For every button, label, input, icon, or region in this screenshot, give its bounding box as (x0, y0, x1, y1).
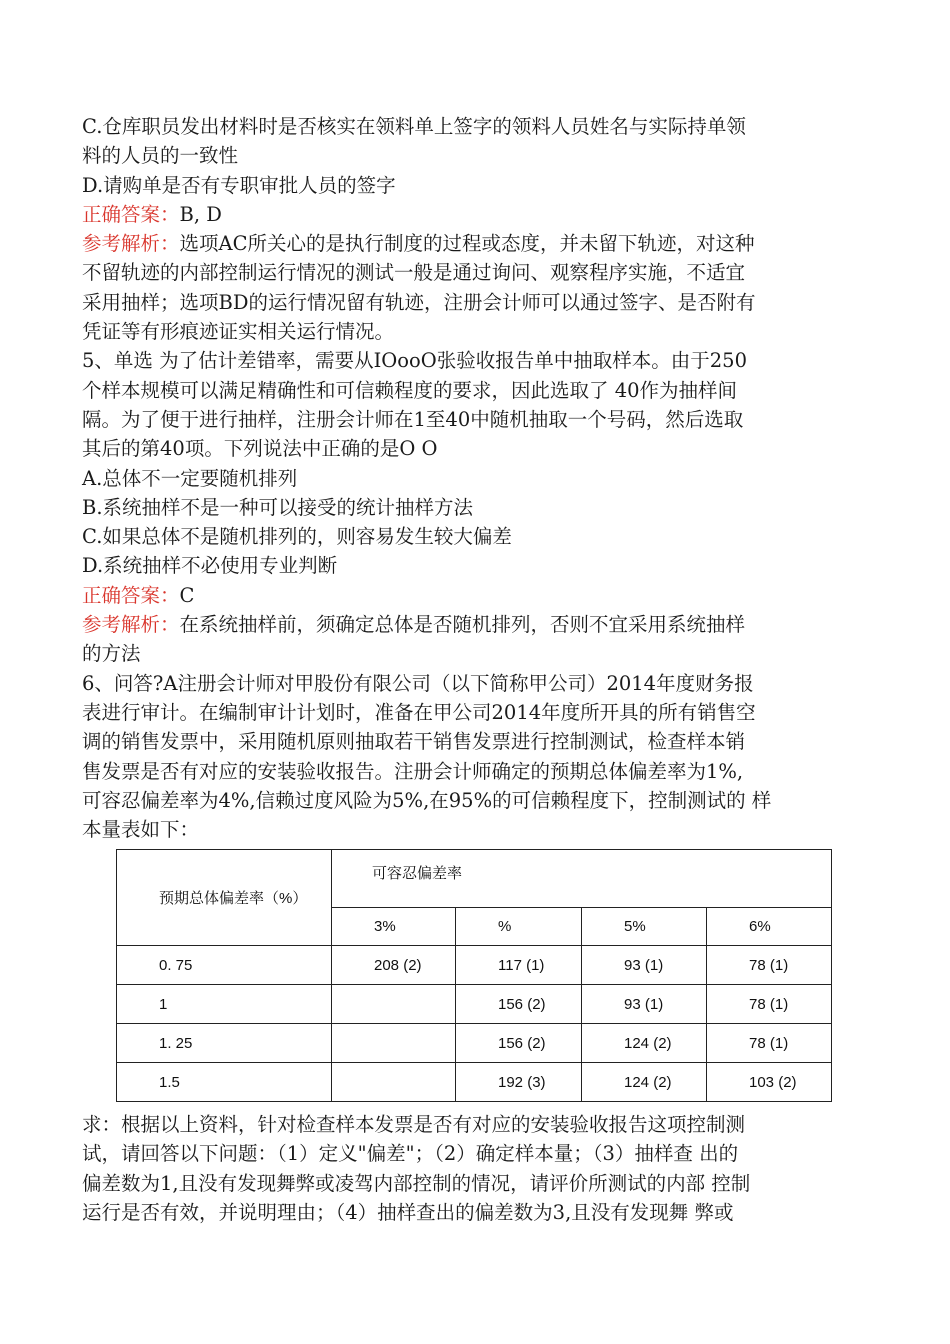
table-row (117, 1024, 832, 1063)
table-cell: 192 (3) (456, 1063, 582, 1102)
table-cell: 93 (1) (582, 946, 707, 985)
table-row (117, 985, 832, 1024)
table-cell: 156 (2) (456, 1024, 582, 1063)
sample-size-table (116, 849, 832, 1102)
q6-stem-line-4: 售发票是否有对应的安装验收报告。注册会计师确定的预期总体偏差率为1%, (82, 759, 744, 783)
column-header: 3% (332, 908, 456, 946)
q4-analysis-line-2: 不留轨迹的内部控制运行情况的测试一般是通过询问、观察程序实施，不适宜 (82, 261, 746, 285)
q6-stem-line-1: 6、问答?A注册会计师对甲股份有限公司（以下简称甲公司）2014年度财务报 (82, 671, 754, 695)
row-label: 1.5 (117, 1063, 332, 1102)
q6-request-line-4: 运行是否有效，并说明理由；（4）抽样查出的偏差数为3,且没有发现舞 弊或 (82, 1200, 734, 1224)
q5-option-b: B.系统抽样不是一种可以接受的统计抽样方法 (82, 495, 474, 519)
q6-stem-line-3: 调的销售发票中，采用随机原则抽取若干销售发票进行控制测试，检查样本销 (82, 730, 746, 754)
q6-stem-line-6: 本量表如下： (82, 818, 200, 842)
row-label: 1 (117, 985, 332, 1024)
answer-label: 正确答案： (82, 202, 180, 226)
q4-analysis-line-3: 采用抽样；选项BD的运行情况留有轨迹，注册会计师可以通过签字、是否附有 (82, 290, 756, 314)
q4-analysis-line-1 (82, 229, 872, 258)
table-cell (332, 985, 456, 1024)
table-cell: 78 (1) (707, 1024, 832, 1063)
q5-stem-line-2: 个样本规模可以满足精确性和可信赖程度的要求，因此选取了 40作为抽样间 (82, 378, 738, 402)
answer-value: C (179, 583, 195, 607)
q6-request-line-1: 求：根据以上资料，针对检查样本发票是否有对应的安装验收报告这项控制测 (82, 1113, 746, 1136)
table-cell (332, 1024, 456, 1063)
table-cell: 124 (2) (582, 1024, 707, 1063)
q5-answer (82, 581, 872, 610)
row-header-cell: 预期总体偏差率（%） (117, 850, 332, 946)
table-cell: 208 (2) (332, 946, 456, 985)
table-cell: 117 (1) (456, 946, 582, 985)
column-header: 6% (707, 908, 832, 946)
answer-label: 正确答案： (82, 583, 180, 607)
analysis-text: 在系统抽样前，须确定总体是否随机排列，否则不宜采用系统抽样 (179, 613, 746, 637)
table-cell: 103 (2) (707, 1063, 832, 1102)
q5-analysis-line-2: 的方法 (82, 642, 141, 666)
option-c-line-1: C.仓库职员发出材料时是否核实在领料单上签字的领料人员姓名与实际持单领 (82, 115, 746, 138)
column-header: 5% (582, 908, 707, 946)
column-header: % (456, 908, 582, 946)
question-text-top (82, 112, 872, 844)
option-d-line: D.请购单是否有专职审批人员的签字 (82, 173, 396, 197)
table-cell: 93 (1) (582, 985, 707, 1024)
table-cell: 124 (2) (582, 1063, 707, 1102)
q6-stem-line-2: 表进行审计。在编制审计计划时，准备在甲公司2014年度所开具的所有销售空 (82, 700, 756, 724)
q6-request-line-2: 试，请回答以下问题：（1）定义"偏差"；（2）确定样本量；（3）抽样查 出的 (82, 1142, 739, 1166)
q5-stem-line-1: 5、单选 为了估计差错率，需要从IOooO张验收报告单中抽取样本。由于250 (82, 349, 747, 373)
q5-stem-line-4: 其后的第40项。下列说法中正确的是O O (82, 437, 438, 461)
table-row (117, 1063, 832, 1102)
q6-request-line-3: 偏差数为1,且没有发现舞弊或凌驾内部控制的情况，请评价所测试的内部 控制 (82, 1171, 751, 1195)
question-text-bottom (82, 1110, 872, 1227)
q5-option-c: C.如果总体不是随机排列的，则容易发生较大偏差 (82, 525, 512, 549)
q4-analysis-line-4: 凭证等有形痕迹证实相关运行情况。 (82, 320, 395, 344)
q5-option-d: D.系统抽样不必使用专业判断 (82, 554, 338, 578)
row-label: 1. 25 (117, 1024, 332, 1063)
table-cell: 78 (1) (707, 946, 832, 985)
analysis-label: 参考解析： (82, 232, 180, 256)
q4-answer (82, 200, 872, 229)
option-c-line-2: 料的人员的一致性 (82, 144, 239, 168)
analysis-label: 参考解析： (82, 613, 180, 637)
group-header-cell: 可容忍偏差率 (332, 850, 832, 908)
table-cell: 156 (2) (456, 985, 582, 1024)
sample-size-table-wrap (116, 849, 831, 1101)
row-label: 0. 75 (117, 946, 332, 985)
table-row (117, 946, 832, 985)
table-cell: 78 (1) (707, 985, 832, 1024)
q6-stem-line-5: 可容忍偏差率为4%,信赖过度风险为5%,在95%的可信赖程度下，控制测试的 样 (82, 788, 772, 812)
analysis-text: 选项AC所关心的是执行制度的过程或态度，并未留下轨迹，对这种 (179, 232, 755, 256)
q5-option-a: A.总体不一定要随机排列 (82, 466, 298, 490)
table-cell (332, 1063, 456, 1102)
answer-value: B, D (179, 202, 222, 226)
q5-analysis-line-1 (82, 610, 872, 639)
q5-stem-line-3: 隔。为了便于进行抽样，注册会计师在1至40中随机抽取一个号码，然后选取 (82, 407, 744, 431)
